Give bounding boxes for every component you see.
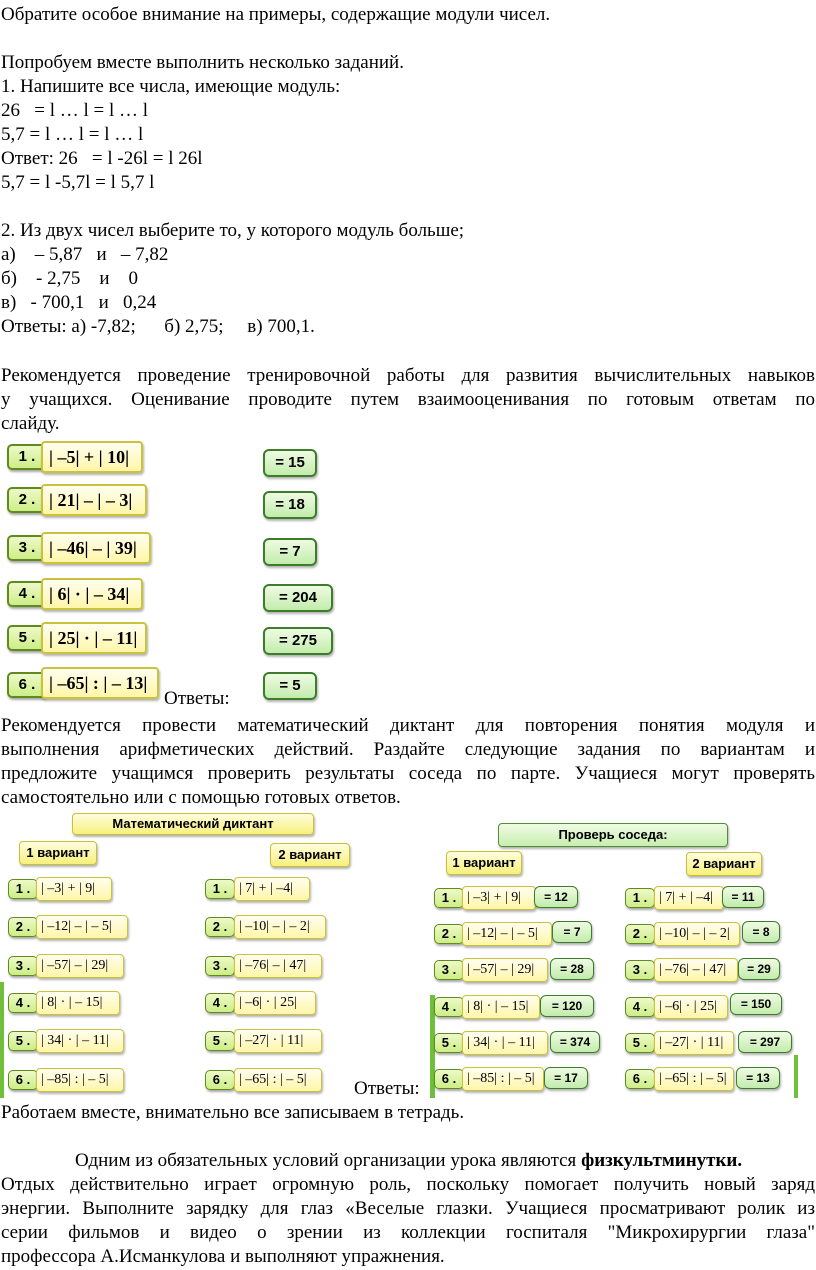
exercise-number: 4 . bbox=[7, 581, 47, 607]
task-1-heading: 1. Напишите все числа, имеющие модуль: bbox=[1, 76, 341, 97]
variant-1-task: | –3| + | 9| bbox=[462, 886, 536, 910]
task-2-answers: Ответы: а) -7,82; б) 2,75; в) 700,1. bbox=[1, 316, 315, 337]
variant-2-task: | –65| : | – 5| bbox=[654, 1067, 734, 1091]
check-number: 6 . bbox=[625, 1069, 655, 1089]
dictation-paragraph-line-1: Рекомендуется провести математический диктант для повторения понятия модуля и bbox=[1, 715, 815, 736]
dictation-paragraph-line-4: самостоятельно или с помощью готовых ответов. bbox=[1, 787, 401, 808]
task-1-line-1: 26 = l … l = l … l bbox=[1, 100, 149, 121]
check-number: 2 . bbox=[625, 924, 655, 944]
variant-1-task: | –85| : | – 5| bbox=[462, 1067, 544, 1091]
exercise-number: 1 . bbox=[7, 444, 47, 470]
training-paragraph-line-2: у учащихся. Оценивание проводите путем взаимооценивания по готовым ответам по bbox=[1, 389, 815, 410]
variant-2-task: | 7| + | –4| bbox=[234, 877, 310, 901]
work-together-line: Работаем вместе, внимательно все записываем в тетрадь. bbox=[1, 1102, 465, 1123]
exercise-number: 3 . bbox=[7, 535, 47, 561]
check-number: 5 . bbox=[434, 1033, 464, 1053]
variant-1-task: | 34| · | – 11| bbox=[36, 1029, 124, 1053]
together-line: Попробуем вместе выполнить несколько заданий. bbox=[1, 52, 404, 73]
variant-2-task: | 7| + | –4| bbox=[654, 886, 724, 910]
exercise-number: 2 . bbox=[7, 487, 47, 513]
variant-2-task: | –6| · | 25| bbox=[654, 995, 728, 1019]
exercise-answer: = 7 bbox=[263, 538, 317, 566]
exercise-break-line bbox=[75, 1149, 742, 1173]
variant-2-task: | –10| – | – 2| bbox=[654, 922, 740, 946]
dictation-number: 5 . bbox=[205, 1031, 235, 1051]
exercise-answer: = 5 bbox=[263, 672, 317, 700]
variant-1-task: | –57| – | 29| bbox=[462, 958, 548, 982]
dictation-number: 5 . bbox=[8, 1031, 38, 1051]
training-paragraph-line-3: слайду. bbox=[1, 413, 60, 434]
exercise-expression: | 25| · | – 11| bbox=[41, 622, 147, 654]
variant-1-answer: = 12 bbox=[534, 886, 578, 908]
variant-2-label: 2 вариант bbox=[686, 852, 762, 876]
variant-1-task: | –85| : | – 5| bbox=[36, 1068, 124, 1092]
dictation-number: 3 . bbox=[8, 956, 38, 976]
exercise-answer: = 275 bbox=[263, 627, 333, 655]
exercise-answer: = 204 bbox=[263, 584, 333, 612]
task-1-answer-1: Ответ: 26 = l -26l = l 26l bbox=[1, 148, 203, 169]
variant-2-task: | –10| – | – 2| bbox=[234, 915, 326, 939]
check-number: 3 . bbox=[434, 960, 464, 980]
variant-2-answer: = 297 bbox=[738, 1031, 792, 1053]
variant-1-label: 1 вариант bbox=[19, 841, 97, 865]
check-number: 5 . bbox=[625, 1033, 655, 1053]
rest-paragraph-line-2: энергии. Выполните зарядку для глаз «Веселые глазки. Учащиеся просматривают ролик из bbox=[1, 1198, 815, 1219]
variant-1-label: 1 вариант bbox=[446, 851, 522, 875]
check-number: 4 . bbox=[625, 997, 655, 1017]
variant-1-answer: = 374 bbox=[550, 1031, 600, 1053]
answers-label: Ответы: bbox=[164, 688, 230, 709]
variant-2-answer: = 29 bbox=[738, 958, 780, 980]
dictation-number: 2 . bbox=[205, 917, 235, 937]
variant-2-task: | –65| : | – 5| bbox=[234, 1068, 322, 1092]
training-paragraph-line-1: Рекомендуется проведение тренировочной работы для развития вычислительных навыков bbox=[1, 365, 815, 386]
dictation-paragraph-line-3: предложите учащимся проверить результаты соседа по парте. Учащиеся могут проверять bbox=[1, 763, 815, 784]
exercise-expression: | 21| – | – 3| bbox=[41, 484, 147, 516]
dictation-title: Математический диктант bbox=[72, 813, 314, 835]
exercise-number: 5 . bbox=[7, 625, 47, 651]
intro-line: Обратите особое внимание на примеры, содержащие модули чисел. bbox=[1, 4, 551, 25]
check-neighbour-slide bbox=[428, 815, 816, 1098]
dictation-paragraph-line-2: выполнения арифметических действий. Раздайте следующие задания по вариантам и bbox=[1, 739, 815, 760]
exercise-expression: | –65| : | – 13| bbox=[41, 667, 159, 699]
dictation-number: 3 . bbox=[205, 956, 235, 976]
exercise-slide bbox=[0, 438, 350, 698]
answers-label: Ответы: bbox=[354, 1078, 420, 1099]
rest-paragraph-line-3: серии фильмов и видео о зрении из коллекции госпиталя "Микрохирургии глаза" bbox=[1, 1222, 815, 1243]
check-number: 6 . bbox=[434, 1069, 464, 1089]
variant-1-task: | 8| · | – 15| bbox=[462, 995, 540, 1019]
variant-1-answer: = 17 bbox=[544, 1067, 588, 1089]
rest-paragraph-line-1: Отдых действительно играет огромную роль, поскольку помогает получить новый заряд bbox=[1, 1174, 815, 1195]
dictation-slide bbox=[0, 810, 355, 1098]
task-1-line-2: 5,7 = l … l = l … l bbox=[1, 124, 144, 145]
exercise-break-text: Одним из обязательных условий организации урока являются bbox=[75, 1150, 582, 1171]
variant-2-label: 2 вариант bbox=[270, 843, 350, 867]
dictation-number: 2 . bbox=[8, 917, 38, 937]
variant-1-task: | 8| · | – 15| bbox=[36, 991, 120, 1015]
check-number: 3 . bbox=[625, 960, 655, 980]
rest-paragraph-line-4: профессора А.Исманкулова и выполняют упражнения. bbox=[1, 1246, 445, 1267]
slide-edge-decoration bbox=[0, 982, 4, 1098]
task-1-answer-2: 5,7 = l -5,7l = l 5,7 l bbox=[1, 172, 155, 193]
variant-2-answer: = 11 bbox=[722, 886, 764, 908]
check-number: 4 . bbox=[434, 997, 464, 1017]
task-2-item-b: б) - 2,75 и 0 bbox=[1, 268, 138, 289]
dictation-number: 4 . bbox=[8, 993, 38, 1013]
exercise-answer: = 18 bbox=[263, 491, 317, 519]
check-number: 2 . bbox=[434, 924, 464, 944]
variant-2-answer: = 13 bbox=[736, 1067, 780, 1089]
variant-2-answer: = 8 bbox=[742, 921, 780, 943]
check-neighbour-title: Проверь соседа: bbox=[498, 823, 728, 847]
variant-2-task: | –27| · | 11| bbox=[234, 1029, 322, 1053]
variant-2-task: | –76| – | 47| bbox=[234, 954, 322, 978]
variant-1-task: | 34| · | – 11| bbox=[462, 1031, 548, 1055]
check-number: 1 . bbox=[434, 888, 464, 908]
variant-2-answer: = 150 bbox=[730, 993, 782, 1015]
task-2-heading: 2. Из двух чисел выберите то, у которого модуль больше; bbox=[1, 220, 465, 241]
check-number: 1 . bbox=[625, 888, 655, 908]
exercise-expression: | 6| · | – 34| bbox=[41, 578, 143, 610]
variant-1-task: | –12| – | – 5| bbox=[36, 915, 128, 939]
task-2-item-a: а) – 5,87 и – 7,82 bbox=[1, 244, 169, 265]
dictation-number: 1 . bbox=[8, 879, 38, 899]
variant-1-answer: = 28 bbox=[550, 958, 594, 980]
exercise-number: 6 . bbox=[7, 672, 47, 698]
variant-2-task: | –27| · | 11| bbox=[654, 1031, 734, 1055]
variant-1-answer: = 120 bbox=[540, 995, 594, 1017]
exercise-expression: | –5| + | 10| bbox=[41, 441, 143, 473]
variant-2-task: | –6| · | 25| bbox=[234, 991, 316, 1015]
task-2-item-c: в) - 700,1 и 0,24 bbox=[1, 292, 157, 313]
variant-2-task: | –76| – | 47| bbox=[654, 958, 738, 982]
dictation-number: 1 . bbox=[205, 879, 235, 899]
slide-edge-decoration bbox=[794, 1055, 798, 1098]
exercise-break-bold: физкультминутки. bbox=[581, 1150, 743, 1171]
variant-1-answer: = 7 bbox=[552, 921, 592, 943]
exercise-answer: = 15 bbox=[263, 449, 317, 477]
dictation-number: 4 . bbox=[205, 993, 235, 1013]
exercise-expression: | –46| – | 39| bbox=[41, 532, 151, 564]
variant-1-task: | –12| – | – 5| bbox=[462, 922, 552, 946]
variant-1-task: | –57| – | 29| bbox=[36, 954, 124, 978]
variant-1-task: | –3| + | 9| bbox=[36, 877, 112, 901]
dictation-number: 6 . bbox=[8, 1070, 38, 1090]
dictation-number: 6 . bbox=[205, 1070, 235, 1090]
